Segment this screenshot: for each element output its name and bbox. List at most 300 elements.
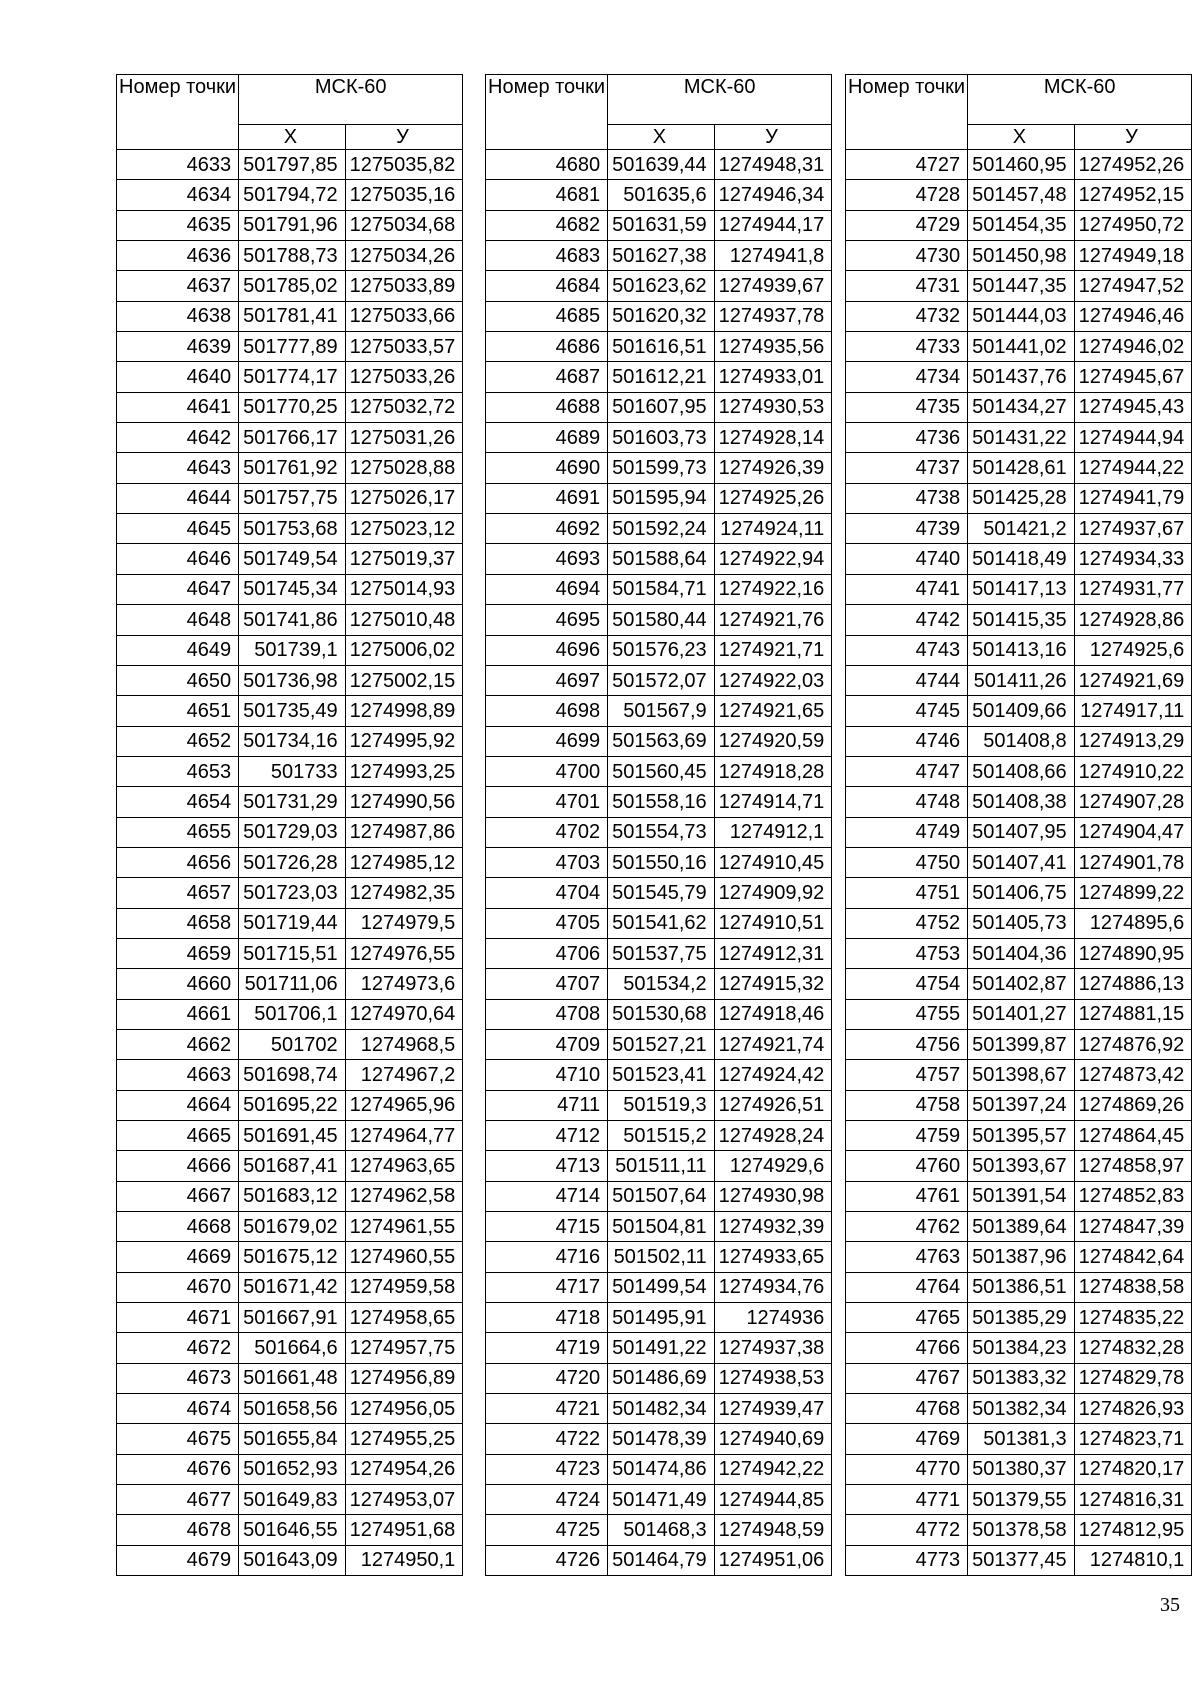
y-coordinate-cell: 1274899,22 bbox=[1074, 878, 1192, 908]
table-row bbox=[117, 938, 463, 968]
table-row bbox=[846, 514, 1192, 544]
x-coordinate-cell: 501404,36 bbox=[968, 938, 1075, 968]
table-row bbox=[117, 1212, 463, 1242]
x-coordinate-cell: 501695,22 bbox=[239, 1090, 346, 1120]
point-number-cell: 4713 bbox=[486, 1151, 608, 1181]
y-coordinate-cell: 1274921,74 bbox=[714, 1029, 832, 1059]
y-coordinate-cell: 1274951,68 bbox=[345, 1515, 463, 1545]
x-coordinate-cell: 501623,62 bbox=[608, 271, 715, 301]
y-coordinate-cell: 1274954,26 bbox=[345, 1454, 463, 1484]
coordinate-table-2 bbox=[485, 74, 832, 1576]
table-row bbox=[846, 241, 1192, 271]
point-number-cell: 4688 bbox=[486, 392, 608, 422]
table-row bbox=[486, 1515, 832, 1545]
x-coordinate-cell: 501421,2 bbox=[968, 514, 1075, 544]
x-coordinate-cell: 501402,87 bbox=[968, 969, 1075, 999]
x-coordinate-cell: 501719,44 bbox=[239, 908, 346, 938]
table-row bbox=[486, 1454, 832, 1484]
y-coordinate-cell: 1274959,58 bbox=[345, 1272, 463, 1302]
x-coordinate-cell: 501702 bbox=[239, 1029, 346, 1059]
x-coordinate-cell: 501387,96 bbox=[968, 1242, 1075, 1272]
table-row bbox=[846, 1333, 1192, 1363]
y-coordinate-cell: 1274955,25 bbox=[345, 1424, 463, 1454]
y-coordinate-cell: 1275023,12 bbox=[345, 514, 463, 544]
point-number-cell: 4761 bbox=[846, 1181, 968, 1211]
table-row bbox=[117, 301, 463, 331]
point-number-cell: 4764 bbox=[846, 1272, 968, 1302]
point-number-cell: 4726 bbox=[486, 1545, 608, 1575]
y-coordinate-cell: 1275035,82 bbox=[345, 150, 463, 180]
y-coordinate-cell: 1274931,77 bbox=[1074, 574, 1192, 604]
x-coordinate-cell: 501607,95 bbox=[608, 392, 715, 422]
table-row bbox=[117, 332, 463, 362]
x-coordinate-cell: 501631,59 bbox=[608, 210, 715, 240]
point-number-cell: 4642 bbox=[117, 423, 239, 453]
x-coordinate-cell: 501655,84 bbox=[239, 1424, 346, 1454]
y-coordinate-cell: 1274864,45 bbox=[1074, 1121, 1192, 1151]
table-row bbox=[117, 544, 463, 574]
x-coordinate-cell: 501735,49 bbox=[239, 696, 346, 726]
x-coordinate-cell: 501399,87 bbox=[968, 1029, 1075, 1059]
table-row bbox=[486, 726, 832, 756]
x-coordinate-cell: 501457,48 bbox=[968, 180, 1075, 210]
table-row bbox=[846, 908, 1192, 938]
y-coordinate-cell: 1274921,65 bbox=[714, 696, 832, 726]
table-row bbox=[117, 847, 463, 877]
y-coordinate-cell: 1274944,94 bbox=[1074, 423, 1192, 453]
table-row bbox=[117, 1181, 463, 1211]
point-number-cell: 4633 bbox=[117, 150, 239, 180]
table-row bbox=[486, 1212, 832, 1242]
x-coordinate-cell: 501384,23 bbox=[968, 1333, 1075, 1363]
table-row bbox=[117, 180, 463, 210]
table-row bbox=[486, 1303, 832, 1333]
y-coordinate-cell: 1274939,47 bbox=[714, 1394, 832, 1424]
coordinate-table-1 bbox=[116, 74, 463, 1576]
x-coordinate-cell: 501474,86 bbox=[608, 1454, 715, 1484]
point-number-cell: 4671 bbox=[117, 1303, 239, 1333]
y-coordinate-cell: 1274918,28 bbox=[714, 756, 832, 786]
y-coordinate-cell: 1275002,15 bbox=[345, 665, 463, 695]
point-number-cell: 4724 bbox=[486, 1485, 608, 1515]
y-coordinate-cell: 1274876,92 bbox=[1074, 1029, 1192, 1059]
x-coordinate-cell: 501511,11 bbox=[608, 1151, 715, 1181]
table-row bbox=[486, 1121, 832, 1151]
x-coordinate-cell: 501486,69 bbox=[608, 1363, 715, 1393]
y-coordinate-cell: 1274823,71 bbox=[1074, 1424, 1192, 1454]
x-coordinate-cell: 501541,62 bbox=[608, 908, 715, 938]
y-column-header: У bbox=[1074, 125, 1192, 150]
table-row bbox=[117, 423, 463, 453]
x-coordinate-cell: 501482,34 bbox=[608, 1394, 715, 1424]
point-number-cell: 4769 bbox=[846, 1424, 968, 1454]
x-coordinate-cell: 501652,93 bbox=[239, 1454, 346, 1484]
x-coordinate-cell: 501706,1 bbox=[239, 999, 346, 1029]
table-row bbox=[846, 1242, 1192, 1272]
table-row bbox=[846, 1181, 1192, 1211]
y-coordinate-cell: 1275033,66 bbox=[345, 301, 463, 331]
point-number-cell: 4770 bbox=[846, 1454, 968, 1484]
y-coordinate-cell: 1274918,46 bbox=[714, 999, 832, 1029]
x-coordinate-cell: 501683,12 bbox=[239, 1181, 346, 1211]
table-row bbox=[846, 605, 1192, 635]
table-row bbox=[846, 878, 1192, 908]
y-coordinate-cell: 1274920,59 bbox=[714, 726, 832, 756]
point-number-cell: 4758 bbox=[846, 1090, 968, 1120]
x-coordinate-cell: 501428,61 bbox=[968, 453, 1075, 483]
point-number-cell: 4703 bbox=[486, 847, 608, 877]
table-row bbox=[846, 1212, 1192, 1242]
x-column-header: Х bbox=[968, 125, 1075, 150]
x-coordinate-cell: 501734,16 bbox=[239, 726, 346, 756]
x-coordinate-cell: 501761,92 bbox=[239, 453, 346, 483]
table-row bbox=[117, 1485, 463, 1515]
point-number-cell: 4644 bbox=[117, 483, 239, 513]
y-coordinate-cell: 1275033,26 bbox=[345, 362, 463, 392]
y-coordinate-cell: 1274910,22 bbox=[1074, 756, 1192, 786]
x-coordinate-cell: 501757,75 bbox=[239, 483, 346, 513]
table-row bbox=[486, 878, 832, 908]
y-coordinate-cell: 1274962,58 bbox=[345, 1181, 463, 1211]
y-coordinate-cell: 1275031,26 bbox=[345, 423, 463, 453]
table-row bbox=[486, 1333, 832, 1363]
x-coordinate-cell: 501491,22 bbox=[608, 1333, 715, 1363]
x-coordinate-cell: 501558,16 bbox=[608, 787, 715, 817]
point-number-header: Номер точки bbox=[117, 75, 239, 150]
point-number-cell: 4646 bbox=[117, 544, 239, 574]
x-coordinate-cell: 501588,64 bbox=[608, 544, 715, 574]
x-coordinate-cell: 501407,41 bbox=[968, 847, 1075, 877]
y-coordinate-cell: 1274990,56 bbox=[345, 787, 463, 817]
point-number-cell: 4735 bbox=[846, 392, 968, 422]
x-coordinate-cell: 501441,02 bbox=[968, 332, 1075, 362]
table-row bbox=[117, 210, 463, 240]
y-coordinate-cell: 1274950,1 bbox=[345, 1545, 463, 1575]
point-number-cell: 4686 bbox=[486, 332, 608, 362]
point-number-cell: 4750 bbox=[846, 847, 968, 877]
x-coordinate-cell: 501471,49 bbox=[608, 1485, 715, 1515]
y-coordinate-cell: 1274941,8 bbox=[714, 241, 832, 271]
x-coordinate-cell: 501378,58 bbox=[968, 1515, 1075, 1545]
table-row bbox=[846, 574, 1192, 604]
table-row bbox=[486, 210, 832, 240]
table-row bbox=[486, 605, 832, 635]
point-number-cell: 4641 bbox=[117, 392, 239, 422]
x-coordinate-cell: 501382,34 bbox=[968, 1394, 1075, 1424]
table-row bbox=[486, 969, 832, 999]
y-coordinate-cell: 1274948,59 bbox=[714, 1515, 832, 1545]
y-coordinate-cell: 1274941,79 bbox=[1074, 483, 1192, 513]
point-number-cell: 4708 bbox=[486, 999, 608, 1029]
x-coordinate-cell: 501418,49 bbox=[968, 544, 1075, 574]
table-row bbox=[846, 332, 1192, 362]
point-number-cell: 4661 bbox=[117, 999, 239, 1029]
x-coordinate-cell: 501580,44 bbox=[608, 605, 715, 635]
y-coordinate-cell: 1274926,51 bbox=[714, 1090, 832, 1120]
x-coordinate-cell: 501515,2 bbox=[608, 1121, 715, 1151]
y-coordinate-cell: 1274926,39 bbox=[714, 453, 832, 483]
table-row bbox=[846, 969, 1192, 999]
x-coordinate-cell: 501770,25 bbox=[239, 392, 346, 422]
table-row bbox=[846, 423, 1192, 453]
x-coordinate-cell: 501431,22 bbox=[968, 423, 1075, 453]
x-coordinate-cell: 501643,09 bbox=[239, 1545, 346, 1575]
y-coordinate-cell: 1275035,16 bbox=[345, 180, 463, 210]
point-number-cell: 4659 bbox=[117, 938, 239, 968]
table-row bbox=[486, 1151, 832, 1181]
y-coordinate-cell: 1274909,92 bbox=[714, 878, 832, 908]
y-coordinate-cell: 1274942,22 bbox=[714, 1454, 832, 1484]
table-row bbox=[486, 1242, 832, 1272]
x-coordinate-cell: 501731,29 bbox=[239, 787, 346, 817]
x-coordinate-cell: 501777,89 bbox=[239, 332, 346, 362]
point-number-cell: 4736 bbox=[846, 423, 968, 453]
table-row bbox=[486, 544, 832, 574]
y-coordinate-cell: 1274964,77 bbox=[345, 1121, 463, 1151]
y-coordinate-cell: 1275028,88 bbox=[345, 453, 463, 483]
x-coordinate-cell: 501572,07 bbox=[608, 665, 715, 695]
x-coordinate-cell: 501560,45 bbox=[608, 756, 715, 786]
y-coordinate-cell: 1274960,55 bbox=[345, 1242, 463, 1272]
table-row bbox=[486, 392, 832, 422]
point-number-cell: 4653 bbox=[117, 756, 239, 786]
coordinate-system-header: МСК-60 bbox=[239, 75, 463, 125]
point-number-cell: 4702 bbox=[486, 817, 608, 847]
y-coordinate-cell: 1274895,6 bbox=[1074, 908, 1192, 938]
x-coordinate-cell: 501675,12 bbox=[239, 1242, 346, 1272]
point-number-cell: 4685 bbox=[486, 301, 608, 331]
point-number-cell: 4698 bbox=[486, 696, 608, 726]
x-coordinate-cell: 501736,98 bbox=[239, 665, 346, 695]
point-number-cell: 4767 bbox=[846, 1363, 968, 1393]
y-coordinate-cell: 1274933,01 bbox=[714, 362, 832, 392]
point-number-cell: 4757 bbox=[846, 1060, 968, 1090]
point-number-cell: 4732 bbox=[846, 301, 968, 331]
x-coordinate-cell: 501639,44 bbox=[608, 150, 715, 180]
y-coordinate-cell: 1274965,96 bbox=[345, 1090, 463, 1120]
coordinate-system-header: МСК-60 bbox=[608, 75, 832, 125]
y-coordinate-cell: 1274842,64 bbox=[1074, 1242, 1192, 1272]
table-row bbox=[846, 1029, 1192, 1059]
point-number-cell: 4696 bbox=[486, 635, 608, 665]
x-coordinate-cell: 501409,66 bbox=[968, 696, 1075, 726]
point-number-cell: 4709 bbox=[486, 1029, 608, 1059]
x-column-header: Х bbox=[608, 125, 715, 150]
y-coordinate-cell: 1274935,56 bbox=[714, 332, 832, 362]
y-coordinate-cell: 1274937,67 bbox=[1074, 514, 1192, 544]
x-coordinate-cell: 501530,68 bbox=[608, 999, 715, 1029]
y-coordinate-cell: 1274946,34 bbox=[714, 180, 832, 210]
point-number-cell: 4638 bbox=[117, 301, 239, 331]
point-number-cell: 4655 bbox=[117, 817, 239, 847]
table-row bbox=[117, 817, 463, 847]
y-coordinate-cell: 1274940,69 bbox=[714, 1424, 832, 1454]
x-coordinate-cell: 501729,03 bbox=[239, 817, 346, 847]
x-coordinate-cell: 501444,03 bbox=[968, 301, 1075, 331]
table-row bbox=[117, 1242, 463, 1272]
y-coordinate-cell: 1274963,65 bbox=[345, 1151, 463, 1181]
table-row bbox=[117, 635, 463, 665]
point-number-cell: 4747 bbox=[846, 756, 968, 786]
point-number-cell: 4766 bbox=[846, 1333, 968, 1363]
x-coordinate-cell: 501478,39 bbox=[608, 1424, 715, 1454]
y-coordinate-cell: 1274973,6 bbox=[345, 969, 463, 999]
x-coordinate-cell: 501408,8 bbox=[968, 726, 1075, 756]
point-number-cell: 4692 bbox=[486, 514, 608, 544]
point-number-cell: 4751 bbox=[846, 878, 968, 908]
point-number-cell: 4663 bbox=[117, 1060, 239, 1090]
table-row bbox=[117, 999, 463, 1029]
point-number-cell: 4660 bbox=[117, 969, 239, 999]
table-row bbox=[846, 1060, 1192, 1090]
y-coordinate-cell: 1274838,58 bbox=[1074, 1272, 1192, 1302]
y-coordinate-cell: 1274946,02 bbox=[1074, 332, 1192, 362]
y-coordinate-cell: 1274812,95 bbox=[1074, 1515, 1192, 1545]
table-row bbox=[846, 544, 1192, 574]
point-number-cell: 4676 bbox=[117, 1454, 239, 1484]
y-coordinate-cell: 1275033,57 bbox=[345, 332, 463, 362]
y-coordinate-cell: 1274968,5 bbox=[345, 1029, 463, 1059]
x-coordinate-cell: 501584,71 bbox=[608, 574, 715, 604]
table-row bbox=[846, 301, 1192, 331]
x-coordinate-cell: 501425,28 bbox=[968, 483, 1075, 513]
point-number-cell: 4719 bbox=[486, 1333, 608, 1363]
point-number-cell: 4668 bbox=[117, 1212, 239, 1242]
table-row bbox=[117, 362, 463, 392]
x-coordinate-cell: 501527,21 bbox=[608, 1029, 715, 1059]
x-coordinate-cell: 501667,91 bbox=[239, 1303, 346, 1333]
table-row bbox=[846, 1151, 1192, 1181]
table-row bbox=[846, 392, 1192, 422]
table-row bbox=[117, 1121, 463, 1151]
point-number-cell: 4745 bbox=[846, 696, 968, 726]
y-coordinate-cell: 1274930,53 bbox=[714, 392, 832, 422]
x-coordinate-cell: 501537,75 bbox=[608, 938, 715, 968]
point-number-cell: 4680 bbox=[486, 150, 608, 180]
table-row bbox=[117, 271, 463, 301]
table-row bbox=[486, 271, 832, 301]
table-row bbox=[117, 392, 463, 422]
point-number-cell: 4694 bbox=[486, 574, 608, 604]
y-coordinate-cell: 1274937,78 bbox=[714, 301, 832, 331]
point-number-cell: 4742 bbox=[846, 605, 968, 635]
y-coordinate-cell: 1274881,15 bbox=[1074, 999, 1192, 1029]
x-coordinate-cell: 501502,11 bbox=[608, 1242, 715, 1272]
y-coordinate-cell: 1274949,18 bbox=[1074, 241, 1192, 271]
y-coordinate-cell: 1274922,03 bbox=[714, 665, 832, 695]
x-coordinate-cell: 501649,83 bbox=[239, 1485, 346, 1515]
point-number-cell: 4762 bbox=[846, 1212, 968, 1242]
point-number-cell: 4689 bbox=[486, 423, 608, 453]
point-number-cell: 4684 bbox=[486, 271, 608, 301]
point-number-cell: 4679 bbox=[117, 1545, 239, 1575]
point-number-cell: 4695 bbox=[486, 605, 608, 635]
point-number-cell: 4635 bbox=[117, 210, 239, 240]
y-coordinate-cell: 1274934,33 bbox=[1074, 544, 1192, 574]
point-number-cell: 4647 bbox=[117, 574, 239, 604]
x-coordinate-cell: 501576,23 bbox=[608, 635, 715, 665]
table-row bbox=[846, 1545, 1192, 1575]
x-coordinate-cell: 501658,56 bbox=[239, 1394, 346, 1424]
y-coordinate-cell: 1275032,72 bbox=[345, 392, 463, 422]
x-coordinate-cell: 501534,2 bbox=[608, 969, 715, 999]
y-coordinate-cell: 1274936 bbox=[714, 1303, 832, 1333]
x-coordinate-cell: 501616,51 bbox=[608, 332, 715, 362]
point-number-cell: 4691 bbox=[486, 483, 608, 513]
point-number-cell: 4651 bbox=[117, 696, 239, 726]
y-coordinate-cell: 1274995,92 bbox=[345, 726, 463, 756]
point-number-cell: 4690 bbox=[486, 453, 608, 483]
table-row bbox=[486, 1545, 832, 1575]
point-number-cell: 4711 bbox=[486, 1090, 608, 1120]
y-coordinate-cell: 1274948,31 bbox=[714, 150, 832, 180]
point-number-cell: 4701 bbox=[486, 787, 608, 817]
y-coordinate-cell: 1274970,64 bbox=[345, 999, 463, 1029]
table-row bbox=[846, 635, 1192, 665]
x-coordinate-cell: 501698,74 bbox=[239, 1060, 346, 1090]
y-coordinate-cell: 1274907,28 bbox=[1074, 787, 1192, 817]
x-coordinate-cell: 501379,55 bbox=[968, 1485, 1075, 1515]
table-row bbox=[486, 1029, 832, 1059]
point-number-cell: 4753 bbox=[846, 938, 968, 968]
x-coordinate-cell: 501408,66 bbox=[968, 756, 1075, 786]
point-number-cell: 4665 bbox=[117, 1121, 239, 1151]
table-row bbox=[117, 1303, 463, 1333]
x-coordinate-cell: 501715,51 bbox=[239, 938, 346, 968]
table-row bbox=[486, 1424, 832, 1454]
table-row bbox=[846, 999, 1192, 1029]
y-coordinate-cell: 1274961,55 bbox=[345, 1212, 463, 1242]
table-row bbox=[846, 756, 1192, 786]
point-number-cell: 4722 bbox=[486, 1424, 608, 1454]
y-coordinate-cell: 1274924,11 bbox=[714, 514, 832, 544]
point-number-cell: 4675 bbox=[117, 1424, 239, 1454]
x-coordinate-cell: 501393,67 bbox=[968, 1151, 1075, 1181]
y-coordinate-cell: 1274928,86 bbox=[1074, 605, 1192, 635]
table-row bbox=[486, 1181, 832, 1211]
y-coordinate-cell: 1274925,26 bbox=[714, 483, 832, 513]
x-coordinate-cell: 501468,3 bbox=[608, 1515, 715, 1545]
point-number-cell: 4687 bbox=[486, 362, 608, 392]
table-row bbox=[846, 817, 1192, 847]
x-coordinate-cell: 501687,41 bbox=[239, 1151, 346, 1181]
table-row bbox=[846, 1303, 1192, 1333]
table-row bbox=[846, 210, 1192, 240]
x-coordinate-cell: 501726,28 bbox=[239, 847, 346, 877]
x-coordinate-cell: 501464,79 bbox=[608, 1545, 715, 1575]
point-number-cell: 4667 bbox=[117, 1181, 239, 1211]
x-coordinate-cell: 501711,06 bbox=[239, 969, 346, 999]
y-coordinate-cell: 1274928,24 bbox=[714, 1121, 832, 1151]
table-row bbox=[117, 1394, 463, 1424]
y-coordinate-cell: 1274967,2 bbox=[345, 1060, 463, 1090]
x-coordinate-cell: 501389,64 bbox=[968, 1212, 1075, 1242]
y-coordinate-cell: 1274910,45 bbox=[714, 847, 832, 877]
x-coordinate-cell: 501385,29 bbox=[968, 1303, 1075, 1333]
x-coordinate-cell: 501567,9 bbox=[608, 696, 715, 726]
y-column-header: У bbox=[345, 125, 463, 150]
table-row bbox=[486, 1394, 832, 1424]
y-coordinate-cell: 1275033,89 bbox=[345, 271, 463, 301]
y-coordinate-cell: 1274852,83 bbox=[1074, 1181, 1192, 1211]
point-number-cell: 4721 bbox=[486, 1394, 608, 1424]
x-coordinate-cell: 501749,54 bbox=[239, 544, 346, 574]
table-row bbox=[117, 1515, 463, 1545]
y-coordinate-cell: 1274946,46 bbox=[1074, 301, 1192, 331]
x-coordinate-cell: 501592,24 bbox=[608, 514, 715, 544]
point-number-cell: 4740 bbox=[846, 544, 968, 574]
y-coordinate-cell: 1274826,93 bbox=[1074, 1394, 1192, 1424]
